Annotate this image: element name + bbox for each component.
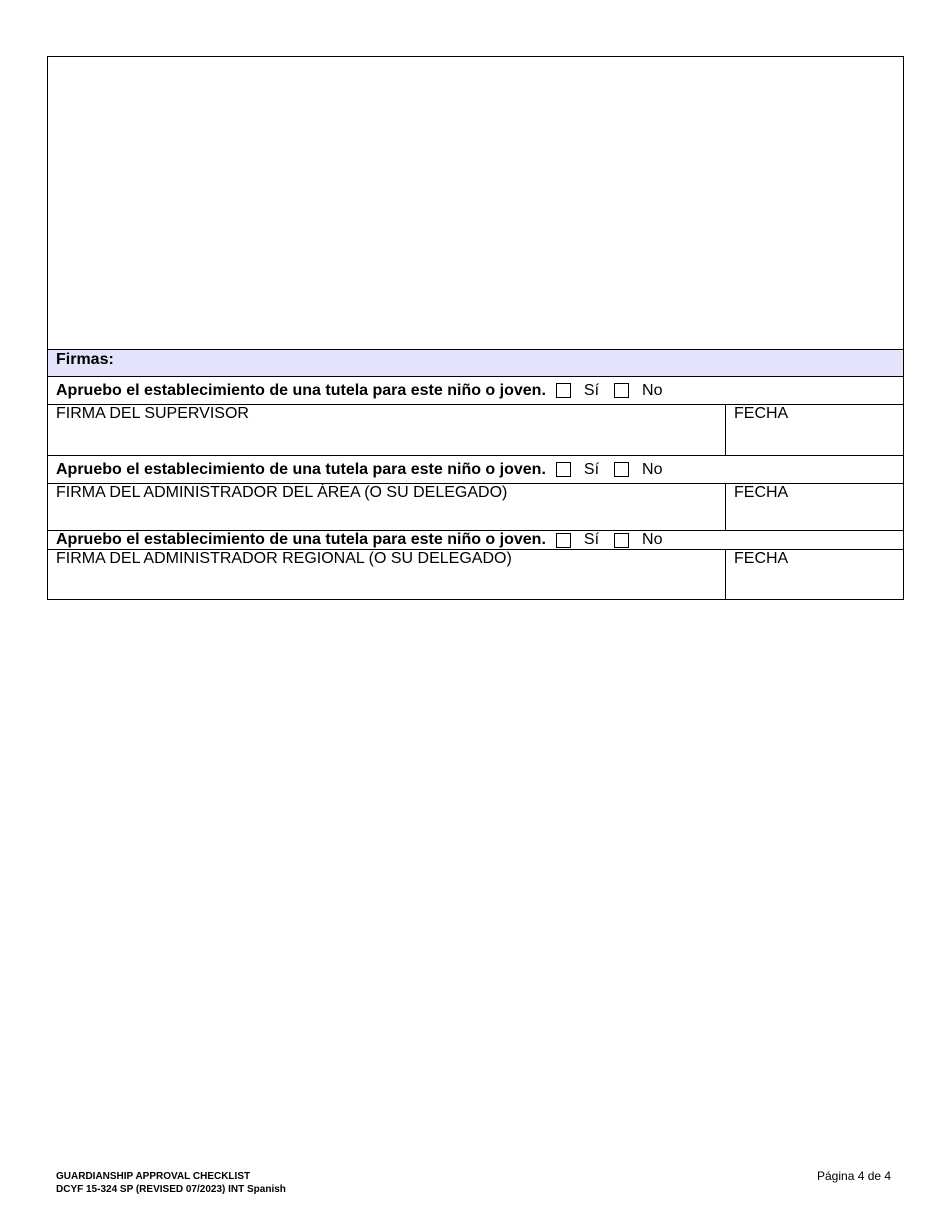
comments-area[interactable] — [48, 57, 903, 350]
no-checkbox[interactable] — [614, 383, 629, 398]
approval-question: Apruebo el establecimiento de una tutela para este niño o joven. — [56, 460, 546, 478]
signature-label: FIRMA DEL ADMINISTRADOR REGIONAL (O SU DELEGADO) — [56, 550, 512, 567]
approval-question: Apruebo el establecimiento de una tutela para este niño o joven. — [56, 381, 546, 399]
no-checkbox[interactable] — [614, 533, 629, 548]
regional-admin-signature-field[interactable] — [48, 550, 726, 599]
signature-label: FIRMA DEL SUPERVISOR — [56, 405, 249, 422]
area-admin-date-field[interactable] — [726, 484, 903, 530]
form-code: DCYF 15-324 SP (REVISED 07/2023) INT Spanish — [56, 1184, 286, 1195]
regional-admin-date-field[interactable] — [726, 550, 903, 599]
approval-row-area-admin — [48, 456, 903, 484]
no-label: No — [642, 460, 663, 478]
yes-checkbox[interactable] — [556, 533, 571, 548]
approval-question: Apruebo el establecimiento de una tutela para este niño o joven. — [56, 531, 546, 548]
yes-label: Sí — [583, 381, 600, 399]
no-label: No — [642, 531, 663, 548]
signature-row-area-admin — [48, 484, 903, 531]
signature-form — [47, 56, 904, 600]
signature-row-regional-admin — [48, 550, 903, 599]
area-admin-signature-field[interactable] — [48, 484, 726, 530]
signature-row-supervisor — [48, 405, 903, 456]
page-number: Página 4 de 4 — [817, 1169, 892, 1183]
yes-label: Sí — [583, 460, 600, 478]
footer-form-info — [56, 1170, 286, 1196]
yes-checkbox[interactable] — [556, 462, 571, 477]
no-checkbox[interactable] — [614, 462, 629, 477]
section-header: Firmas: — [48, 350, 903, 377]
approval-row-supervisor — [48, 377, 903, 405]
supervisor-date-field[interactable] — [726, 405, 903, 455]
yes-label: Sí — [583, 531, 600, 548]
signature-label: FIRMA DEL ADMINISTRADOR DEL ÁREA (O SU DELEGADO) — [56, 484, 508, 501]
date-label: FECHA — [734, 484, 789, 501]
date-label: FECHA — [734, 405, 789, 422]
approval-row-regional-admin — [48, 531, 903, 550]
supervisor-signature-field[interactable] — [48, 405, 726, 455]
form-title: GUARDIANSHIP APPROVAL CHECKLIST — [56, 1171, 251, 1182]
yes-checkbox[interactable] — [556, 383, 571, 398]
date-label: FECHA — [734, 550, 789, 567]
no-label: No — [642, 381, 663, 399]
